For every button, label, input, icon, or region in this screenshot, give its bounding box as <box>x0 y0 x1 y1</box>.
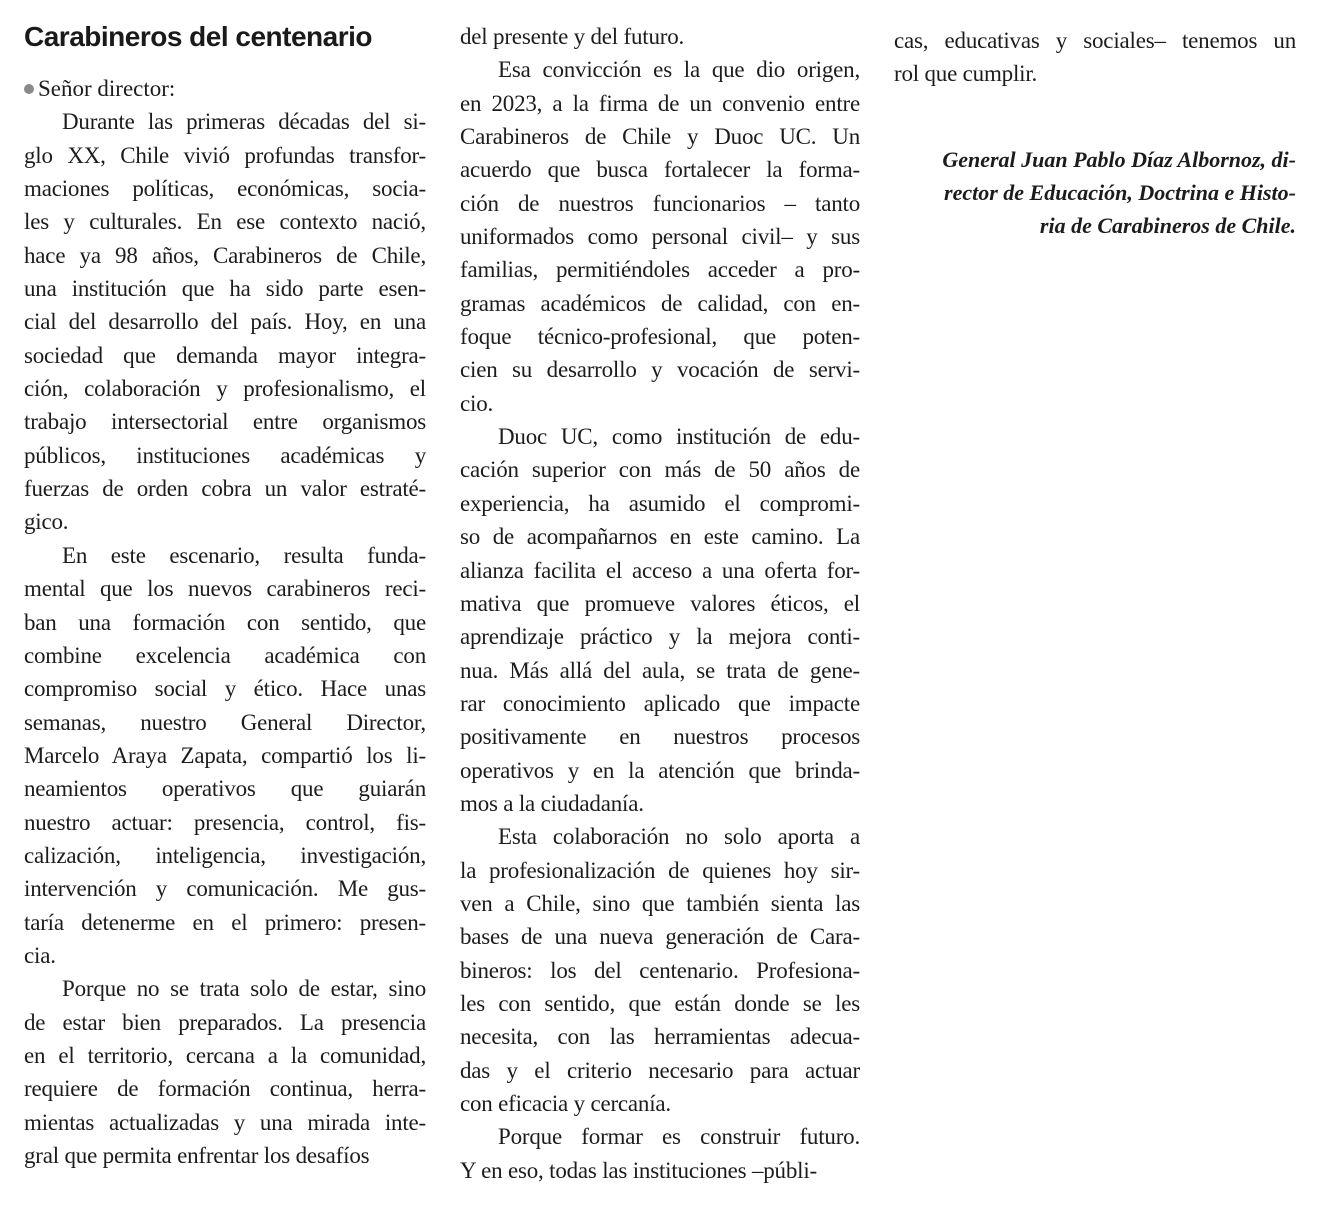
text-line: necesita, con las herramientas adecua- <box>460 1024 860 1050</box>
signature-line: General Juan Pablo Díaz Albornoz, di- <box>942 146 1296 172</box>
column-3 <box>894 0 1296 242</box>
text-line: de estar bien preparados. La presencia <box>24 1009 426 1035</box>
text-line: foque técnico-profesional, que poten- <box>460 324 860 350</box>
text-line: cas, educativas y sociales– tenemos un <box>894 28 1296 53</box>
text-line: Y en eso, todas las instituciones –públi- <box>460 1157 817 1183</box>
paragraph <box>24 105 426 538</box>
text-line: nuestro actuar: presencia, control, fis- <box>24 809 426 835</box>
text-line: Duoc UC, como institución de edu- <box>498 424 860 450</box>
paragraph <box>460 420 860 820</box>
text-line: rar conocimiento aplicado que impacte <box>460 690 860 716</box>
text-line: gramas académicos de calidad, con en- <box>460 290 860 316</box>
text-line: neamientos operativos que guiarán <box>24 776 426 802</box>
text-line: so de acompañarnos en este camino. La <box>460 524 860 550</box>
column-1-body <box>24 105 426 1172</box>
text-line: gral que permita enfrentar los desafíos <box>24 1143 370 1168</box>
text-line: hace ya 98 años, Carabineros de Chile, <box>24 242 426 268</box>
text-line: en 2023, a la firma de un convenio entre <box>460 90 860 116</box>
paragraph <box>24 972 426 1172</box>
text-line: Marcelo Araya Zapata, compartió los li- <box>24 742 426 768</box>
text-line: compromiso social y ético. Hace unas <box>24 676 426 702</box>
text-line: mental que los nuevos carabineros reci- <box>24 576 426 602</box>
text-line: gico. <box>24 509 69 535</box>
text-line: cien su desarrollo y vocación de servi- <box>460 357 860 383</box>
signature <box>894 143 1296 242</box>
text-line: una institución que ha sido parte esen- <box>24 276 426 302</box>
text-line: cio. <box>460 390 494 416</box>
text-line: mientas actualizadas y una mirada inte- <box>24 1109 426 1135</box>
text-line: operativos y en la atención que brinda- <box>460 757 860 783</box>
text-line: uniformados como personal civil– y sus <box>460 224 860 250</box>
text-line: experiencia, ha asumido el compromi- <box>460 490 860 516</box>
text-line: rol que cumplir. <box>894 61 1038 87</box>
text-line: ban una formación con sentido, que <box>24 609 426 635</box>
text-line: familias, permitiéndoles acceder a pro- <box>460 257 860 283</box>
text-line: intervención y comunicación. Me gus- <box>24 876 426 902</box>
text-line: ven a Chile, sino que también sienta las <box>460 890 860 916</box>
text-line: del presente y del futuro. <box>460 24 685 49</box>
paragraph <box>460 53 860 420</box>
text-line: das y el criterio necesario para actuar <box>460 1057 860 1083</box>
paragraph <box>24 539 426 972</box>
text-line: en el territorio, cercana a la comunidad, <box>24 1042 426 1068</box>
text-line: con eficacia y cercanía. <box>460 1091 671 1116</box>
text-line: trabajo intersectorial entre organismos <box>24 409 426 435</box>
signature-line: rector de Educación, Doctrina e Histo- <box>944 179 1296 205</box>
text-line: Durante las primeras décadas del si- <box>62 109 426 135</box>
paragraph <box>894 24 1296 91</box>
bullet-icon <box>24 84 34 94</box>
text-line: sociedad que demanda mayor integra- <box>24 342 426 368</box>
text-line: semanas, nuestro General Director, <box>24 709 426 735</box>
text-line: maciones políticas, económicas, socia- <box>24 176 426 202</box>
text-line: Carabineros de Chile y Duoc UC. Un <box>460 124 860 150</box>
salutation <box>24 72 426 105</box>
column-2-body <box>460 20 860 1187</box>
text-line: la profesionalización de quienes hoy sir- <box>460 857 860 883</box>
column-2 <box>460 0 860 1187</box>
text-line: positivamente en nuestros procesos <box>460 724 860 750</box>
text-line: bineros: los del centenario. Profesiona- <box>460 957 860 983</box>
text-line: acuerdo que busca fortalecer la forma- <box>460 157 860 183</box>
text-line: Porque no se trata solo de estar, sino <box>62 976 426 1002</box>
paragraph <box>460 1120 860 1187</box>
signature-line: ria de Carabineros de Chile. <box>1039 212 1296 238</box>
text-line: taría detenerme en el primero: presen- <box>24 909 426 935</box>
text-line: mativa que promueve valores éticos, el <box>460 590 860 616</box>
salutation-text: Señor director: <box>38 76 176 101</box>
paragraph <box>460 820 860 1120</box>
text-line: ción, colaboración y profesionalismo, el <box>24 376 426 402</box>
text-line: Esa convicción es la que dio origen, <box>498 57 860 83</box>
text-line: cia. <box>24 942 56 968</box>
text-line: fuerzas de orden cobra un valor estraté- <box>24 476 426 502</box>
text-line: cación superior con más de 50 años de <box>460 457 860 483</box>
text-line: aprendizaje práctico y la mejora conti- <box>460 624 860 650</box>
column-1 <box>24 0 426 1172</box>
text-line: En este escenario, resulta funda- <box>62 542 426 568</box>
text-line: les con sentido, que están donde se les <box>460 990 860 1016</box>
text-line: mos a la ciudadanía. <box>460 790 644 816</box>
paragraph <box>460 20 860 53</box>
text-line: alianza facilita el acceso a una oferta for- <box>460 557 860 583</box>
text-line: glo XX, Chile vivió profundas transfor- <box>24 142 426 168</box>
text-line: calización, inteligencia, investigación, <box>24 842 426 868</box>
column-3-body <box>894 24 1296 91</box>
text-line: ción de nuestros funcionarios – tanto <box>460 190 860 216</box>
text-line: requiere de formación continua, herra- <box>24 1076 426 1102</box>
text-line: les y culturales. En ese contexto nació, <box>24 209 426 235</box>
text-line: Esta colaboración no solo aporta a <box>498 824 860 850</box>
text-line: cial del desarrollo del país. Hoy, en una <box>24 309 426 335</box>
text-line: bases de una nueva generación de Cara- <box>460 924 860 950</box>
text-line: públicos, instituciones académicas y <box>24 442 426 468</box>
article-title: Carabineros del centenario <box>24 21 373 52</box>
text-line: Porque formar es construir futuro. <box>498 1124 860 1150</box>
text-line: nua. Más allá del aula, se trata de gene- <box>460 657 860 683</box>
text-line: combine excelencia académica con <box>24 642 426 668</box>
